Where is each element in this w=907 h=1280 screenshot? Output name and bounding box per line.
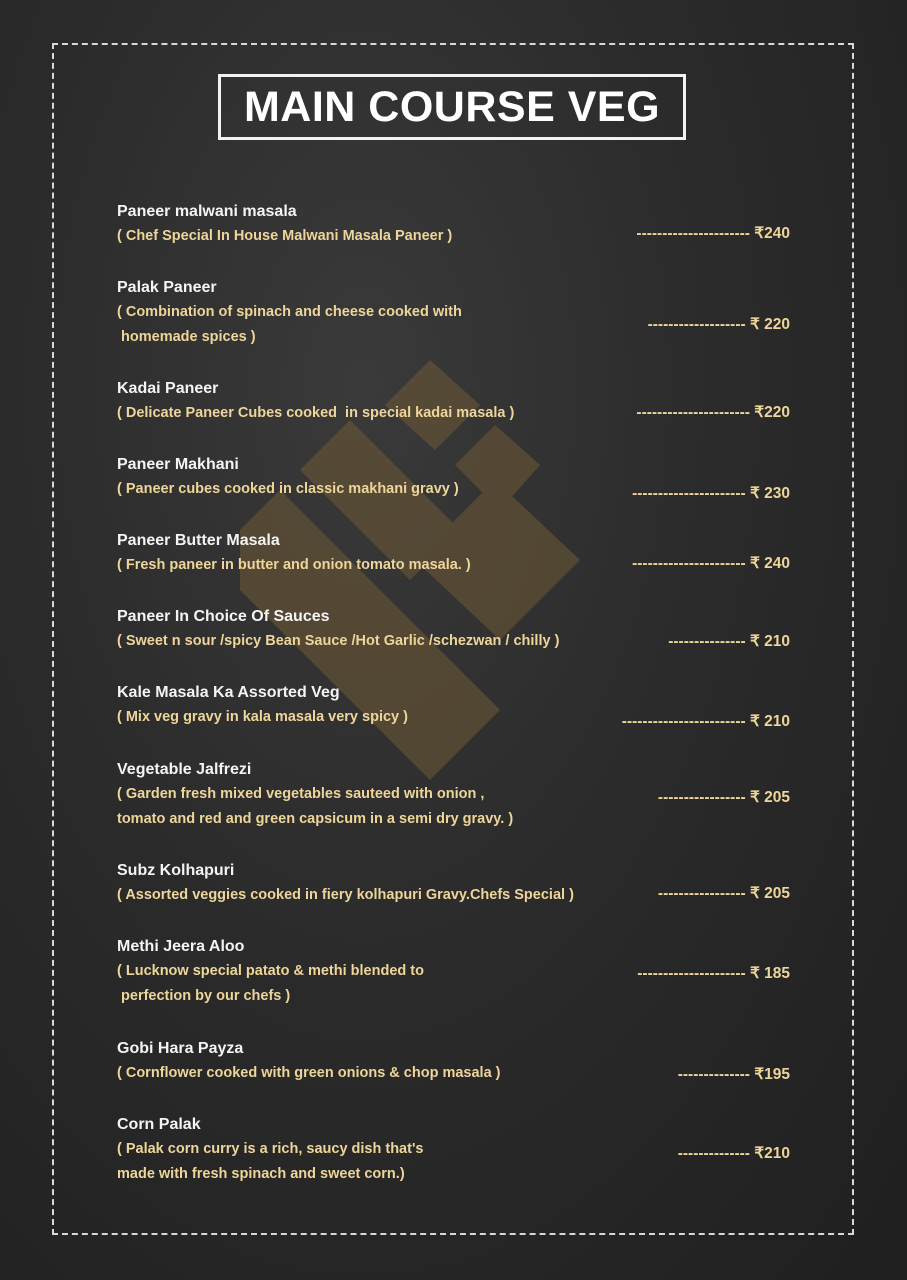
- item-name: Subz Kolhapuri: [117, 862, 235, 879]
- item-description: ( Paneer cubes cooked in classic makhani gravy ): [117, 481, 459, 497]
- item-description: ( Palak corn curry is a rich, saucy dish that's made with fresh spinach and sweet corn.): [117, 1141, 424, 1182]
- item-price: ---------------------- ₹220: [636, 404, 790, 421]
- item-name: Paneer Makhani: [117, 456, 239, 473]
- item-description: ( Combination of spinach and cheese cooked with homemade spices ): [117, 304, 462, 345]
- item-name: Kale Masala Ka Assorted Veg: [117, 684, 340, 701]
- item-description: ( Garden fresh mixed vegetables sauteed with onion , tomato and red and green capsicum in a semi dry gravy. ): [117, 786, 514, 827]
- item-name: Gobi Hara Payza: [117, 1040, 244, 1057]
- item-price: --------------- ₹ 210: [668, 633, 790, 650]
- page-title: MAIN COURSE VEG: [243, 82, 661, 131]
- item-name: Palak Paneer: [117, 279, 217, 296]
- item-name: Kadai Paneer: [117, 380, 219, 397]
- item-price: ---------------------- ₹ 230: [632, 485, 790, 502]
- watermark-logo: [240, 360, 580, 800]
- item-description: ( Fresh paneer in butter and onion tomato masala. ): [117, 557, 471, 573]
- item-description: ( Lucknow special patato & methi blended to perfection by our chefs ): [117, 963, 424, 1004]
- item-price: --------------------- ₹ 185: [637, 965, 790, 982]
- menu-item: [117, 275, 807, 350]
- item-price: ---------------------- ₹240: [636, 225, 790, 242]
- item-description: ( Assorted veggies cooked in fiery kolhapuri Gravy.Chefs Special ): [117, 887, 574, 903]
- item-price: ------------------- ₹ 220: [647, 316, 790, 333]
- item-price: -------------- ₹210: [677, 1145, 790, 1162]
- item-name: Corn Palak: [117, 1116, 201, 1133]
- item-description: ( Sweet n sour /spicy Bean Sauce /Hot Garlic /schezwan / chilly ): [117, 633, 560, 649]
- title-box: [218, 74, 686, 140]
- item-price: ------------------------ ₹ 210: [621, 713, 790, 730]
- item-price: ----------------- ₹ 205: [657, 885, 790, 902]
- item-description: ( Chef Special In House Malwani Masala Paneer ): [117, 228, 453, 244]
- item-description: ( Mix veg gravy in kala masala very spicy ): [117, 709, 408, 725]
- item-name: Paneer Butter Masala: [117, 532, 280, 549]
- item-name: Methi Jeera Aloo: [117, 938, 245, 955]
- item-name: Vegetable Jalfrezi: [117, 761, 252, 778]
- item-price: ----------------- ₹ 205: [657, 789, 790, 806]
- item-name: Paneer malwani masala: [117, 203, 297, 220]
- item-price: ---------------------- ₹ 240: [632, 555, 790, 572]
- item-description: ( Delicate Paneer Cubes cooked in special kadai masala ): [117, 405, 515, 421]
- item-name: Paneer In Choice Of Sauces: [117, 608, 330, 625]
- item-description: ( Cornflower cooked with green onions & chop masala ): [117, 1065, 501, 1081]
- item-price: -------------- ₹195: [677, 1066, 790, 1083]
